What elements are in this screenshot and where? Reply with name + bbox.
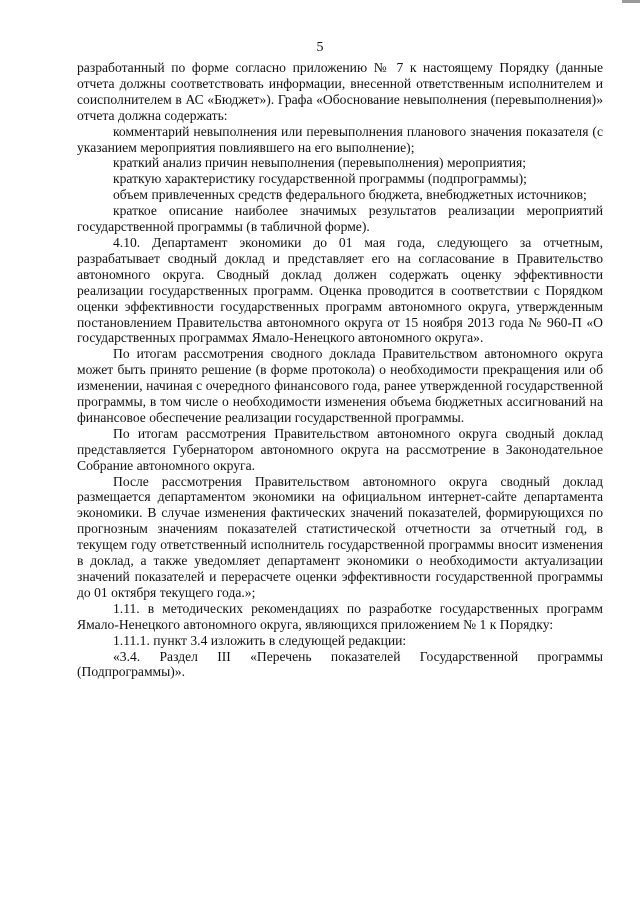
- paragraph: объем привлеченных средств федерального бюджета, внебюджетных источников;: [113, 187, 587, 203]
- document-body: [77, 60, 603, 680]
- paragraph: краткий анализ причин невыполнения (перевыполнения) мероприятия;: [113, 155, 527, 171]
- paragraph: «3.4. Раздел III «Перечень показателей Государственной программы (Подпрограммы)».: [77, 648, 603, 680]
- paragraph: 4.10. Департамент экономики до 01 мая года, следующего за отчетным, разрабатывает сводный доклад и представляет его на согласование в Правительство автономного округа. Сводный доклад должен содержать оценку эффективности реализации государственных программ. Оценка проводится в соответствии с Порядком оценки эффективности государственных программ автономного округа, утвержденным постановлением Правительства автономного округа от 15 ноября 2013 года № 960-П «О государственных программах Ямало-Ненецкого автономного округа».: [77, 234, 603, 346]
- paragraph: 1.11. в методических рекомендациях по разработке государственных программ Ямало-Ненецкого автономного округа, являющихся приложением № 1 к Порядку:: [77, 600, 603, 632]
- paragraph: комментарий невыполнения или перевыполнения планового значения показателя (с указанием мероприятия повлиявшего на его выполнение);: [77, 123, 603, 155]
- paragraph: краткую характеристику государственной программы (подпрограммы);: [113, 171, 527, 187]
- paragraph: После рассмотрения Правительством автономного округа сводный доклад размещается департаментом экономики на официальном интернет-сайте департамента экономики. В случае изменения фактических значений показателей, формирующихся по прогнозным значениям показателей статистической отчетности за отчетный год, в текущем году ответственный исполнитель государственной программы вносит изменения в доклад, а также уведомляет департамент экономики о необходимости актуализации значений показателей и перерасчете оценки эффективности государственной программы до 01 октября текущего года.»;: [77, 473, 603, 600]
- paragraph: разработанный по форме согласно приложению № 7 к настоящему Порядку (данные отчета должны соответствовать информации, внесенной ответственным исполнителем и соисполнителем в АС «Бюджет»). Графа «Обоснование невыполнения (перевыполнения)» отчета должна содержать:: [77, 60, 603, 123]
- page-number: 5: [316, 40, 324, 55]
- paragraph: 1.11.1. пункт 3.4 изложить в следующей редакции:: [113, 632, 407, 648]
- paragraph: краткое описание наиболее значимых результатов реализации мероприятий государственной программы (в табличной форме).: [77, 203, 603, 235]
- paragraph: По итогам рассмотрения Правительством автономного округа сводный доклад представляется Губернатором автономного округа на рассмотрение в Законодательное Собрание автономного округа.: [77, 425, 603, 473]
- paragraph: По итогам рассмотрения сводного доклада Правительством автономного округа может быть принято решение (в форме протокола) о необходимости прекращения или об изменении, начиная с очередного финансового года, ранее утвержденной государственной программы, в том числе о необходимости изменения объема бюджетных ассигнований на финансовое обеспечение реализации государственной программы.: [77, 346, 603, 425]
- scan-corner-mark: [622, 0, 640, 3]
